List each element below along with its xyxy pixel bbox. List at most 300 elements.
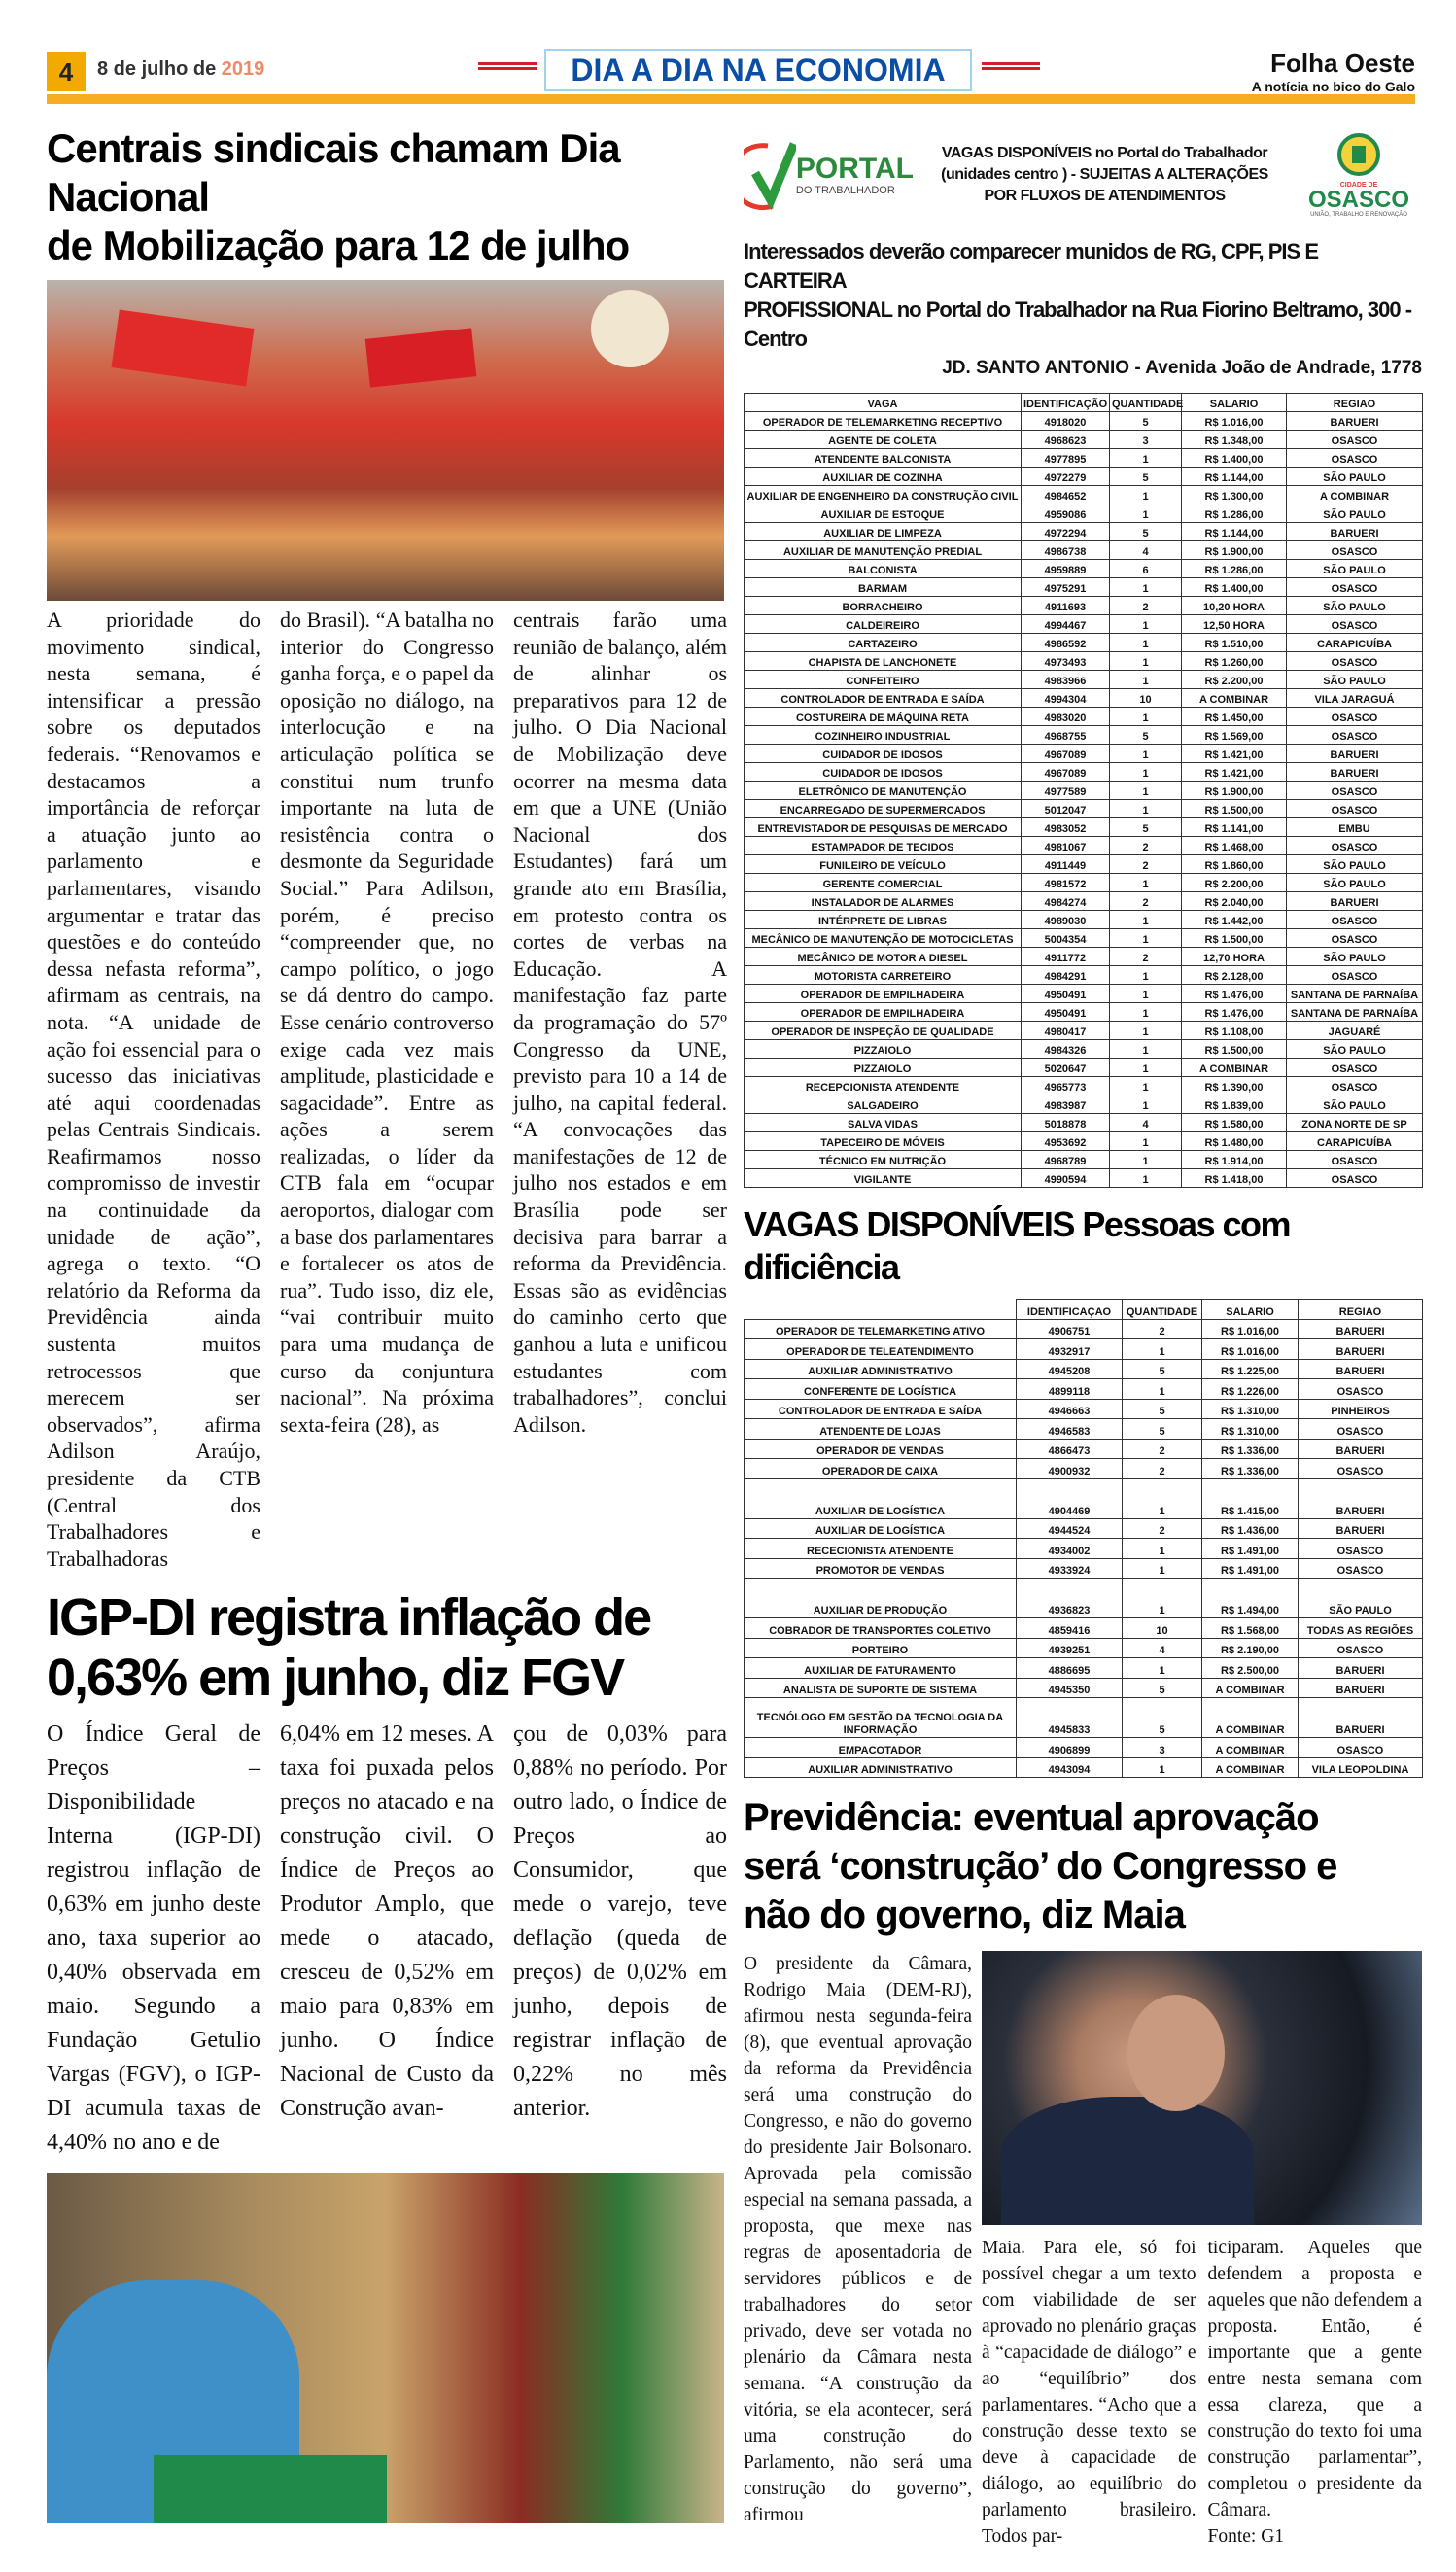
table-cell: CUIDADOR DE IDOSOS <box>745 763 1022 782</box>
notice-line: (unidades centro ) - SUJEITAS A ALTERAÇÕES <box>941 166 1268 183</box>
table-row <box>745 1022 1423 1040</box>
table-cell: OSASCO <box>1287 615 1423 634</box>
table-cell: BARMAM <box>745 578 1022 597</box>
table-header-row <box>745 394 1423 412</box>
table-row <box>745 1059 1423 1077</box>
table-cell: 4911449 <box>1022 855 1110 874</box>
table-cell: R$ 1.500,00 <box>1182 800 1287 818</box>
table-cell: CARAPICUÍBA <box>1287 1132 1423 1151</box>
table-cell: 4975291 <box>1022 578 1110 597</box>
table-cell: 1 <box>1123 1658 1202 1679</box>
table-cell: OSASCO <box>1287 782 1423 800</box>
table-cell: AUXILIAR DE ESTOQUE <box>745 504 1022 523</box>
table-cell: AUXILIAR DE FATURAMENTO <box>745 1658 1017 1679</box>
table-cell: 1 <box>1110 652 1182 671</box>
pcd-title-rest: Pessoas com dificiência <box>744 1204 1291 1287</box>
table-cell: 4943094 <box>1017 1757 1123 1778</box>
headline-line: não do governo, diz Maia <box>744 1894 1185 1936</box>
article-column: A prioridade do movimento sindical, nesta semana, é intensificar a pressão sobre os deputados federais. “Renovamos e destacamos a importância de reforçar a atuação junto ao parlamento e parlamentares, visando argumentar e tratar das questões e do conteúdo dessa nefasta reforma”, afirmam as centrais, na nota. “A unidade de ação foi essencial para o sucesso das iniciativas até aqui coordenadas pelas Centrais Sindicais. Reafirmamos nosso compromisso de investir na continuidade da unidade de ação”, agrega o texto. “O relatório da Reforma da Previdência ainda sustenta muitos retrocessos que merecem ser observados”, afirma Adilson Araújo, presidente da CTB (Central dos Trabalhadores e Trabalhadoras <box>47 608 260 1571</box>
flag-shape <box>112 310 255 387</box>
table-cell: OPERADOR DE VENDAS <box>745 1439 1017 1459</box>
table-cell: 4965773 <box>1022 1077 1110 1095</box>
table-cell: OSASCO <box>1287 708 1423 726</box>
table-cell: SÃO PAULO <box>1287 948 1423 966</box>
table-cell: 1 <box>1110 911 1182 929</box>
pcd-title <box>744 1203 1422 1289</box>
table-cell: 1 <box>1110 763 1182 782</box>
table-cell: 4859416 <box>1017 1618 1123 1639</box>
table-cell: 4983966 <box>1022 671 1110 689</box>
table-cell: ENCARREGADO DE SUPERMERCADOS <box>745 800 1022 818</box>
table-cell: R$ 1.569,00 <box>1182 726 1287 745</box>
table-cell: R$ 1.450,00 <box>1182 708 1287 726</box>
table-cell: CHAPISTA DE LANCHONETE <box>745 652 1022 671</box>
instructions-line: PROFISSIONAL no Portal do Trabalhador na Rua Fiorino Beltramo, 300 - Centro <box>744 297 1412 351</box>
article-headline <box>744 1793 1422 1939</box>
table-row <box>745 911 1423 929</box>
table-cell: 1 <box>1110 1169 1182 1188</box>
table-cell: R$ 1.390,00 <box>1182 1077 1287 1095</box>
table-cell: R$ 1.286,00 <box>1182 504 1287 523</box>
table-cell: A COMBINAR <box>1202 1678 1299 1698</box>
table-cell: 1 <box>1110 1151 1182 1169</box>
table-cell: 4959086 <box>1022 504 1110 523</box>
table-row <box>745 1539 1423 1559</box>
issue-date <box>97 58 264 81</box>
table-cell: 4906751 <box>1017 1319 1123 1339</box>
table-cell: 4984326 <box>1022 1040 1110 1059</box>
table-cell: 4984652 <box>1022 486 1110 504</box>
table-row <box>745 1419 1423 1440</box>
table-row <box>745 597 1423 615</box>
table-row <box>745 837 1423 855</box>
table-cell: VIGILANTE <box>745 1169 1022 1188</box>
table-cell: OSASCO <box>1287 541 1423 560</box>
table-cell: 4994467 <box>1022 615 1110 634</box>
right-column <box>744 109 1422 2550</box>
article-column: ticiparam. Aqueles que defendem a proposta e aqueles que não defendem a proposta. Então, é importante que a gente entre nesta semana com essa clareza, que a construção do texto foi uma construção parlamentar”, completou o presidente da Câmara. <box>1207 2238 1422 2520</box>
table-cell: R$ 1.500,00 <box>1182 929 1287 948</box>
table-cell: SÃO PAULO <box>1287 1040 1423 1059</box>
table-cell: RECEPCIONISTA ATENDENTE <box>745 1077 1022 1095</box>
table-cell: CARAPICUÍBA <box>1287 634 1423 652</box>
table-cell: 5 <box>1110 818 1182 837</box>
table-cell: R$ 1.476,00 <box>1182 1003 1287 1022</box>
column-header: QUANTIDADE <box>1123 1300 1202 1320</box>
table-cell: MOTORISTA CARRETEIRO <box>745 966 1022 985</box>
table-cell: 4911693 <box>1022 597 1110 615</box>
table-cell: 1 <box>1123 1757 1202 1778</box>
table-cell: VILA LEOPOLDINA <box>1299 1757 1423 1778</box>
portal-check-icon <box>744 136 796 214</box>
instructions <box>744 237 1422 354</box>
table-row <box>745 1439 1423 1459</box>
table-cell: 10 <box>1123 1618 1202 1639</box>
table-cell: COBRADOR DE TRANSPORTES COLETIVO <box>745 1618 1017 1639</box>
table-cell: 1 <box>1110 615 1182 634</box>
table-cell: SALGADEIRO <box>745 1095 1022 1114</box>
table-cell: R$ 1.568,00 <box>1202 1618 1299 1639</box>
table-cell: COZINHEIRO INDUSTRIAL <box>745 726 1022 745</box>
table-cell: A COMBINAR <box>1182 689 1287 708</box>
table-cell: R$ 1.400,00 <box>1182 578 1287 597</box>
table-cell: 4983987 <box>1022 1095 1110 1114</box>
table-cell: 5 <box>1110 412 1182 431</box>
newspaper-brand <box>1252 49 1415 96</box>
header-rule <box>47 94 1415 104</box>
table-row <box>745 1095 1423 1114</box>
table-row <box>745 948 1423 966</box>
table-cell: 3 <box>1110 431 1182 449</box>
table-cell: BARUERI <box>1299 1439 1423 1459</box>
table-row <box>745 1738 1423 1758</box>
table-cell: R$ 1.418,00 <box>1182 1169 1287 1188</box>
table-row <box>745 541 1423 560</box>
table-cell: OPERADOR DE TELEMARKETING RECEPTIVO <box>745 412 1022 431</box>
table-row <box>745 431 1423 449</box>
table-cell: 1 <box>1123 1339 1202 1360</box>
page-columns <box>0 109 1456 2550</box>
table-cell: R$ 1.580,00 <box>1182 1114 1287 1132</box>
left-column <box>47 109 727 2550</box>
table-cell: 4899118 <box>1017 1379 1123 1400</box>
table-cell: ANALISTA DE SUPORTE DE SISTEMA <box>745 1678 1017 1698</box>
table-cell: R$ 1.141,00 <box>1182 818 1287 837</box>
table-cell: R$ 1.144,00 <box>1182 468 1287 486</box>
table-cell: OSASCO <box>1287 726 1423 745</box>
table-row <box>745 1478 1423 1518</box>
table-cell: OSASCO <box>1287 578 1423 597</box>
table-cell: TÉCNICO EM NUTRIÇÃO <box>745 1151 1022 1169</box>
table-cell: BARUERI <box>1299 1658 1423 1679</box>
table-cell: R$ 1.900,00 <box>1182 782 1287 800</box>
table-row <box>745 1003 1423 1022</box>
table-cell: 1 <box>1110 1022 1182 1040</box>
table-cell: OSASCO <box>1299 1379 1423 1400</box>
column-header: VAGA <box>745 394 1022 412</box>
table-row <box>745 504 1423 523</box>
table-cell: 4 <box>1110 541 1182 560</box>
table-cell: VILA JARAGUÁ <box>1287 689 1423 708</box>
table-cell: R$ 2.200,00 <box>1182 874 1287 892</box>
article-body <box>744 1951 1422 2550</box>
table-cell: INSTALADOR DE ALARMES <box>745 892 1022 911</box>
article-column: do Brasil). “A batalha no interior do Congresso ganha força, e o papel da oposição no diálogo, na interlocução e na articulação política se constitui num trunfo importante na luta de resistência contra o desmonte da Seguridade Social.” Para Adilson, porém, é preciso “compreender que, no campo político, o jogo se dá dentro do campo. Esse cenário controverso exige cada vez mais amplitude, plasticidade e sagacidade”. Entre as ações a serem realizadas, o líder da CTB fala em “ocupar aeroportos, dialogar com a base dos parlamentares e fortalecer os atos de rua”. Tudo isso, diz ele, “vai contribuir muito para uma mudança de curso da conjuntura nacional”. Na próxima sexta-feira (28), as <box>280 608 494 1437</box>
osasco-logo <box>1296 132 1422 218</box>
table-cell: SÃO PAULO <box>1287 1095 1423 1114</box>
table-cell: 4967089 <box>1022 745 1110 763</box>
table-cell: BARUERI <box>1299 1518 1423 1539</box>
table-cell: A COMBINAR <box>1287 486 1423 504</box>
table-row <box>745 689 1423 708</box>
table-cell: R$ 2.500,00 <box>1202 1658 1299 1679</box>
section-title: DIA A DIA NA ECONOMIA <box>544 49 972 91</box>
table-cell: AUXILIAR DE COZINHA <box>745 468 1022 486</box>
article-body <box>47 1718 727 2160</box>
table-cell: R$ 1.310,00 <box>1202 1399 1299 1419</box>
table-cell: R$ 1.839,00 <box>1182 1095 1287 1114</box>
table-cell: R$ 1.421,00 <box>1182 763 1287 782</box>
table-cell: R$ 1.336,00 <box>1202 1459 1299 1479</box>
table-cell: 2 <box>1123 1518 1202 1539</box>
pcd-vagas-table <box>744 1299 1422 1778</box>
table-cell: 4968623 <box>1022 431 1110 449</box>
table-cell: 12,50 HORA <box>1182 615 1287 634</box>
table-row <box>745 1319 1423 1339</box>
table-cell: R$ 1.510,00 <box>1182 634 1287 652</box>
column-header: REGIAO <box>1287 394 1423 412</box>
table-cell: 4944524 <box>1017 1518 1123 1539</box>
table-cell: R$ 1.016,00 <box>1202 1339 1299 1360</box>
table-row <box>745 486 1423 504</box>
table-cell: ESTAMPADOR DE TECIDOS <box>745 837 1022 855</box>
balloon-shape <box>591 290 669 367</box>
table-row <box>745 708 1423 726</box>
table-cell: SÃO PAULO <box>1287 597 1423 615</box>
table-row <box>745 652 1423 671</box>
table-row <box>745 1040 1423 1059</box>
table-cell: 4984274 <box>1022 892 1110 911</box>
table-cell: R$ 1.491,00 <box>1202 1539 1299 1559</box>
table-row <box>745 560 1423 578</box>
table-row <box>745 855 1423 874</box>
table-cell: 5 <box>1110 523 1182 541</box>
table-cell: FUNILEIRO DE VEÍCULO <box>745 855 1022 874</box>
face-shape <box>1127 1995 1225 2111</box>
table-row <box>745 1638 1423 1658</box>
table-cell: 4906899 <box>1017 1738 1123 1758</box>
article-column: centrais farão uma reunião de balanço, além de alinhar os preparativos para 12 de julho. O Dia Nacional de Mobilização deve ocorrer na mesma data em que a UNE (União Nacional dos Estudantes) fará um grande ato em Brasília, em protesto contra os cortes de verbas na Educação. A manifestação faz parte da programação do 57º Congresso da UNE, previsto para 10 a 14 de julho, na capital federal. “A convocações das manifestações de 12 de julho nos estados e em Brasília pode ser decisiva para barrar a reforma da Previdência. Essas são as evidências do caminho certo que ganhou a luta e unificou estudantes com trabalhadores”, conclui Adilson. <box>513 608 727 1437</box>
table-cell: 5012047 <box>1022 800 1110 818</box>
table-cell: 1 <box>1110 578 1182 597</box>
table-cell: ATENDENTE DE LOJAS <box>745 1419 1017 1440</box>
table-cell: 1 <box>1110 966 1182 985</box>
table-row <box>745 1114 1423 1132</box>
table-cell: R$ 1.494,00 <box>1202 1579 1299 1618</box>
table-row <box>745 615 1423 634</box>
headline-line: será ‘construção’ do Congresso e <box>744 1845 1337 1888</box>
table-cell: A COMBINAR <box>1202 1757 1299 1778</box>
table-row <box>745 763 1423 782</box>
table-cell: 4968755 <box>1022 726 1110 745</box>
table-cell: 4886695 <box>1017 1658 1123 1679</box>
table-row <box>745 1399 1423 1419</box>
table-cell: 4945350 <box>1017 1678 1123 1698</box>
table-cell: OSASCO <box>1287 966 1423 985</box>
table-cell: R$ 2.200,00 <box>1182 671 1287 689</box>
table-cell: 4973493 <box>1022 652 1110 671</box>
table-cell: 2 <box>1110 855 1182 874</box>
table-cell: R$ 1.400,00 <box>1182 449 1287 468</box>
table-cell: PINHEIROS <box>1299 1399 1423 1419</box>
table-cell: OPERADOR DE TELEATENDIMENTO <box>745 1339 1017 1360</box>
table-cell: 4981067 <box>1022 837 1110 855</box>
table-cell: MECÂNICO DE MOTOR A DIESEL <box>745 948 1022 966</box>
page-number: 4 <box>47 52 86 91</box>
table-row <box>745 892 1423 911</box>
date-year: 2019 <box>221 58 265 80</box>
table-cell: PROMOTOR DE VENDAS <box>745 1558 1017 1579</box>
article-column: O Índice Geral de Preços – Disponibilidade Interna (IGP-DI) registrou inflação de 0,63% em junho deste ano, taxa superior ao 0,40% observada em maio. Segundo a Fundação Getulio Vargas (FGV), o IGP-DI acumula taxas de 4,40% no ano e de <box>47 1721 260 2156</box>
headline-line: 0,63% em junho, diz FGV <box>47 1649 624 1708</box>
table-cell: SÃO PAULO <box>1287 504 1423 523</box>
table-cell: R$ 1.914,00 <box>1182 1151 1287 1169</box>
date-text: 8 de julho de <box>97 58 222 80</box>
table-cell: 4986592 <box>1022 634 1110 652</box>
table-cell: 4980417 <box>1022 1022 1110 1040</box>
table-cell: R$ 1.415,00 <box>1202 1478 1299 1518</box>
table-cell: 5004354 <box>1022 929 1110 948</box>
table-cell: OSASCO <box>1287 431 1423 449</box>
table-cell: R$ 1.300,00 <box>1182 486 1287 504</box>
table-cell: 4994304 <box>1022 689 1110 708</box>
table-cell: SÃO PAULO <box>1287 671 1423 689</box>
table-cell: TECNÓLOGO EM GESTÃO DA TECNOLOGIA DA INFORMAÇÃO <box>745 1698 1017 1738</box>
table-cell: OSASCO <box>1287 800 1423 818</box>
table-cell: 1 <box>1110 1095 1182 1114</box>
table-row <box>745 1459 1423 1479</box>
table-cell: OSASCO <box>1299 1638 1423 1658</box>
pcd-title-bold: VAGAS DISPONÍVEIS <box>744 1204 1074 1244</box>
table-cell: BARUERI <box>1299 1678 1423 1698</box>
headline-line: de Mobilização para 12 de julho <box>47 223 630 268</box>
table-cell: R$ 1.260,00 <box>1182 652 1287 671</box>
vagas-notice <box>925 143 1285 207</box>
table-cell: AUXILIAR DE ENGENHEIRO DA CONSTRUÇÃO CIVIL <box>745 486 1022 504</box>
notice-line: POR FLUXOS DE ATENDIMENTOS <box>984 188 1226 204</box>
table-cell: CALDEIREIRO <box>745 615 1022 634</box>
table-cell: 5 <box>1110 726 1182 745</box>
column-header: IDENTIFICAÇAO <box>1017 1300 1123 1320</box>
table-cell: 6 <box>1110 560 1182 578</box>
table-cell: OSASCO <box>1287 1077 1423 1095</box>
article-column-last <box>1208 2235 1423 2550</box>
table-cell: 1 <box>1110 1132 1182 1151</box>
table-cell: 10,20 HORA <box>1182 597 1287 615</box>
table-cell: OSASCO <box>1287 449 1423 468</box>
table-cell: 4950491 <box>1022 1003 1110 1022</box>
table-row <box>745 966 1423 985</box>
table-cell: R$ 1.900,00 <box>1182 541 1287 560</box>
table-cell: SÃO PAULO <box>1287 855 1423 874</box>
table-cell: 2 <box>1123 1439 1202 1459</box>
table-cell: BORRACHEIRO <box>745 597 1022 615</box>
table-cell: PIZZAIOLO <box>745 1059 1022 1077</box>
table-cell: 4934002 <box>1017 1539 1123 1559</box>
table-cell: BARUERI <box>1299 1698 1423 1738</box>
table-cell: R$ 1.480,00 <box>1182 1132 1287 1151</box>
suit-shape <box>1001 2097 1254 2225</box>
table-cell: R$ 1.468,00 <box>1182 837 1287 855</box>
portal-banner <box>744 126 1422 224</box>
table-cell: OSASCO <box>1287 1169 1423 1188</box>
portal-trabalhador-logo <box>744 136 914 214</box>
table-cell: SÃO PAULO <box>1299 1579 1423 1618</box>
table-cell: R$ 1.491,00 <box>1202 1558 1299 1579</box>
table-cell: 1 <box>1110 745 1182 763</box>
table-cell: 4911772 <box>1022 948 1110 966</box>
rodrigo-maia-photo <box>982 1951 1422 2225</box>
osasco-crest-icon <box>1337 132 1380 177</box>
table-cell: EMBU <box>1287 818 1423 837</box>
basket-shape <box>154 2455 387 2523</box>
table-cell: 4983052 <box>1022 818 1110 837</box>
table-cell: BARUERI <box>1287 892 1423 911</box>
headline-line: IGP-DI registra inflação de <box>47 1588 651 1648</box>
table-cell: SÃO PAULO <box>1287 560 1423 578</box>
table-cell: 4900932 <box>1017 1459 1123 1479</box>
table-cell: AUXILIAR DE LOGÍSTICA <box>745 1478 1017 1518</box>
table-cell: 1 <box>1123 1379 1202 1400</box>
table-cell: 4986738 <box>1022 541 1110 560</box>
table-cell: 4977895 <box>1022 449 1110 468</box>
table-cell: OSASCO <box>1299 1539 1423 1559</box>
table-cell: R$ 1.310,00 <box>1202 1419 1299 1440</box>
table-cell: 4866473 <box>1017 1439 1123 1459</box>
table-cell: 4932917 <box>1017 1339 1123 1360</box>
table-cell: 1 <box>1110 782 1182 800</box>
table-cell: SALVA VIDAS <box>745 1114 1022 1132</box>
table-cell: 4984291 <box>1022 966 1110 985</box>
table-cell: OPERADOR DE CAIXA <box>745 1459 1017 1479</box>
table-row <box>745 726 1423 745</box>
table-row <box>745 468 1423 486</box>
table-row <box>745 1658 1423 1679</box>
table-row <box>745 1518 1423 1539</box>
headline-line: Previdência: eventual aprovação <box>744 1796 1319 1839</box>
table-row <box>745 1132 1423 1151</box>
table-cell: 4 <box>1110 1114 1182 1132</box>
table-cell: OSASCO <box>1299 1459 1423 1479</box>
table-cell: 3 <box>1123 1738 1202 1758</box>
table-cell: 4953692 <box>1022 1132 1110 1151</box>
table-row <box>745 578 1423 597</box>
table-cell: GERENTE COMERCIAL <box>745 874 1022 892</box>
table-row <box>745 1757 1423 1778</box>
table-row <box>745 782 1423 800</box>
table-cell: MECÂNICO DE MANUTENÇÃO DE MOTOCICLETAS <box>745 929 1022 948</box>
table-cell: R$ 1.225,00 <box>1202 1359 1299 1379</box>
table-cell: 1 <box>1110 1059 1182 1077</box>
table-cell: OSASCO <box>1287 837 1423 855</box>
table-cell: ZONA NORTE DE SP <box>1287 1114 1423 1132</box>
table-cell: ATENDENTE BALCONISTA <box>745 449 1022 468</box>
table-cell: TODAS AS REGIÕES <box>1299 1618 1423 1639</box>
table-cell: 5 <box>1110 468 1182 486</box>
table-row <box>745 1618 1423 1639</box>
table-cell: OPERADOR DE INSPEÇÃO DE QUALIDADE <box>745 1022 1022 1040</box>
portal-logo-text <box>796 154 914 196</box>
table-cell: 4977589 <box>1022 782 1110 800</box>
table-cell: 2 <box>1110 597 1182 615</box>
table-cell: OPERADOR DE TELEMARKETING ATIVO <box>745 1319 1017 1339</box>
table-cell: R$ 1.860,00 <box>1182 855 1287 874</box>
table-cell: AUXILIAR DE LIMPEZA <box>745 523 1022 541</box>
table-row <box>745 412 1423 431</box>
table-row <box>745 1579 1423 1618</box>
table-cell: PORTEIRO <box>745 1638 1017 1658</box>
table-cell: R$ 2.040,00 <box>1182 892 1287 911</box>
table-cell: CONTROLADOR DE ENTRADA E SAÍDA <box>745 1399 1017 1419</box>
table-cell: 4967089 <box>1022 763 1110 782</box>
table-cell: AUXILIAR ADMINISTRATIVO <box>745 1359 1017 1379</box>
table-cell: OSASCO <box>1299 1419 1423 1440</box>
article-headline <box>47 124 727 270</box>
table-cell: 2 <box>1123 1319 1202 1339</box>
table-cell: 4918020 <box>1022 412 1110 431</box>
table-cell: AUXILIAR DE PRODUÇÃO <box>745 1579 1017 1618</box>
table-cell: OPERADOR DE EMPILHADEIRA <box>745 1003 1022 1022</box>
